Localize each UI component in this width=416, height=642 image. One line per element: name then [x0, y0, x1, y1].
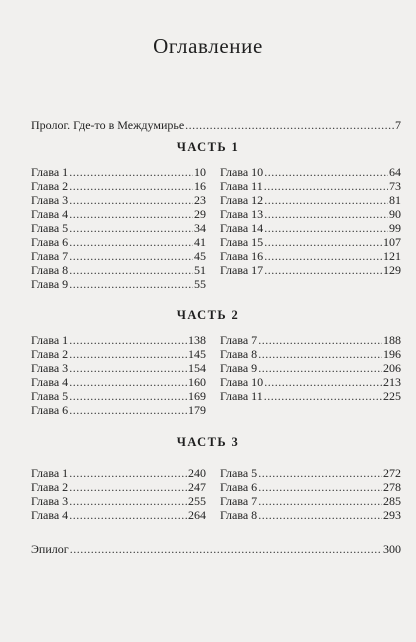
- dot-leader: [69, 494, 187, 508]
- entry-label: Глава 1: [31, 165, 69, 179]
- entry-page: 23: [194, 193, 206, 207]
- epilogue-entry: [31, 542, 401, 556]
- chapter-entry: [31, 277, 206, 291]
- entry-label: Глава 5: [220, 466, 258, 480]
- chapter-entry: [31, 179, 206, 193]
- entry-label: Глава 6: [31, 403, 69, 417]
- dot-leader: [258, 466, 382, 480]
- entry-label: Глава 2: [31, 480, 69, 494]
- entry-label: Глава 14: [220, 221, 264, 235]
- entry-label: Глава 4: [31, 375, 69, 389]
- chapter-entry: [31, 403, 206, 417]
- entry-label: Глава 9: [31, 277, 69, 291]
- entry-page: 138: [188, 333, 206, 347]
- entry-page: 10: [194, 165, 206, 179]
- entry-page: 64: [389, 165, 401, 179]
- part-1-title: ЧАСТЬ 1: [176, 140, 240, 154]
- chapter-entry: [220, 207, 401, 221]
- dot-leader: [70, 542, 382, 556]
- part-2-title: ЧАСТЬ 2: [176, 308, 240, 322]
- chapter-entry: [220, 480, 401, 494]
- dot-leader: [258, 494, 382, 508]
- entry-label: Глава 9: [220, 361, 258, 375]
- dot-leader: [258, 333, 382, 347]
- dot-leader: [69, 466, 187, 480]
- dot-leader: [264, 193, 388, 207]
- entry-label: Глава 10: [220, 375, 264, 389]
- entry-page: 29: [194, 207, 206, 221]
- chapter-entry: [31, 221, 206, 235]
- dot-leader: [258, 508, 382, 522]
- entry-label: Глава 13: [220, 207, 264, 221]
- chapter-entry: [220, 235, 401, 249]
- entry-page: 179: [188, 403, 206, 417]
- chapter-entry: [220, 508, 401, 522]
- entry-page: 55: [194, 277, 206, 291]
- part-2-left-column: [31, 333, 206, 417]
- entry-label: Глава 4: [31, 207, 69, 221]
- dot-leader: [185, 118, 394, 132]
- entry-label: Глава 6: [31, 235, 69, 249]
- dot-leader: [69, 403, 187, 417]
- entry-page: 16: [194, 179, 206, 193]
- dot-leader: [264, 179, 388, 193]
- entry-page: 272: [383, 466, 401, 480]
- entry-page: 188: [383, 333, 401, 347]
- chapter-entry: [220, 375, 401, 389]
- prologue-entry: [31, 118, 401, 132]
- dot-leader: [69, 361, 187, 375]
- dot-leader: [264, 375, 382, 389]
- entry-label: Глава 6: [220, 480, 258, 494]
- chapter-entry: [31, 375, 206, 389]
- entry-label: Глава 1: [31, 466, 69, 480]
- entry-page: 145: [188, 347, 206, 361]
- entry-label: Глава 7: [220, 333, 258, 347]
- chapter-entry: [220, 221, 401, 235]
- entry-label: Глава 8: [220, 508, 258, 522]
- chapter-entry: [220, 165, 401, 179]
- entry-page: 278: [383, 480, 401, 494]
- chapter-entry: [31, 333, 206, 347]
- chapter-entry: [220, 179, 401, 193]
- dot-leader: [69, 375, 187, 389]
- dot-leader: [258, 480, 382, 494]
- chapter-entry: [31, 508, 206, 522]
- entry-page: 51: [194, 263, 206, 277]
- dot-leader: [264, 207, 388, 221]
- chapter-entry: [31, 249, 206, 263]
- entry-page: 240: [188, 466, 206, 480]
- dot-leader: [69, 165, 193, 179]
- entry-label: Глава 3: [31, 193, 69, 207]
- part-1-right-column: [220, 165, 401, 277]
- dot-leader: [264, 263, 382, 277]
- dot-leader: [69, 480, 187, 494]
- dot-leader: [258, 347, 382, 361]
- entry-page: 121: [383, 249, 401, 263]
- entry-page: 206: [383, 361, 401, 375]
- chapter-entry: [220, 389, 401, 403]
- entry-label: Эпилог: [31, 542, 69, 556]
- chapter-entry: [31, 494, 206, 508]
- entry-page: 45: [194, 249, 206, 263]
- chapter-entry: [220, 347, 401, 361]
- entry-label: Глава 3: [31, 361, 69, 375]
- page-title: Оглавление: [153, 34, 263, 58]
- entry-label: Глава 5: [31, 389, 69, 403]
- chapter-entry: [31, 480, 206, 494]
- entry-page: 81: [389, 193, 401, 207]
- chapter-entry: [31, 207, 206, 221]
- entry-page: 213: [383, 375, 401, 389]
- entry-page: 285: [383, 494, 401, 508]
- dot-leader: [264, 235, 382, 249]
- chapter-entry: [31, 193, 206, 207]
- entry-label: Глава 11: [220, 179, 263, 193]
- chapter-entry: [220, 494, 401, 508]
- dot-leader: [264, 389, 382, 403]
- entry-page: 154: [188, 361, 206, 375]
- entry-page: 129: [383, 263, 401, 277]
- chapter-entry: [220, 263, 401, 277]
- entry-label: Глава 3: [31, 494, 69, 508]
- chapter-entry: [31, 235, 206, 249]
- entry-page: 107: [383, 235, 401, 249]
- dot-leader: [69, 263, 193, 277]
- entry-page: 293: [383, 508, 401, 522]
- dot-leader: [264, 249, 382, 263]
- dot-leader: [69, 179, 193, 193]
- entry-label: Глава 2: [31, 347, 69, 361]
- chapter-entry: [31, 263, 206, 277]
- entry-label: Глава 7: [31, 249, 69, 263]
- part-1-left-column: [31, 165, 206, 291]
- chapter-entry: [220, 333, 401, 347]
- entry-label: Глава 12: [220, 193, 264, 207]
- entry-page: 225: [383, 389, 401, 403]
- dot-leader: [258, 361, 382, 375]
- entry-label: Глава 8: [220, 347, 258, 361]
- entry-label: Глава 1: [31, 333, 69, 347]
- entry-label: Глава 8: [31, 263, 69, 277]
- entry-label: Глава 2: [31, 179, 69, 193]
- dot-leader: [69, 508, 187, 522]
- part-3-left-column: [31, 466, 206, 522]
- entry-label: Глава 16: [220, 249, 264, 263]
- entry-page: 169: [188, 389, 206, 403]
- dot-leader: [69, 249, 193, 263]
- entry-label: Глава 15: [220, 235, 264, 249]
- entry-label: Глава 17: [220, 263, 264, 277]
- entry-page: 300: [383, 542, 401, 556]
- entry-page: 90: [389, 207, 401, 221]
- entry-page: 196: [383, 347, 401, 361]
- chapter-entry: [31, 165, 206, 179]
- chapter-entry: [31, 466, 206, 480]
- entry-label: Глава 7: [220, 494, 258, 508]
- dot-leader: [69, 277, 193, 291]
- entry-page: 255: [188, 494, 206, 508]
- entry-label: Пролог. Где-то в Междумирье: [31, 118, 185, 132]
- chapter-entry: [220, 361, 401, 375]
- dot-leader: [69, 333, 187, 347]
- dot-leader: [264, 221, 388, 235]
- entry-label: Глава 10: [220, 165, 264, 179]
- entry-label: Глава 11: [220, 389, 263, 403]
- entry-label: Глава 5: [31, 221, 69, 235]
- dot-leader: [69, 221, 193, 235]
- dot-leader: [69, 193, 193, 207]
- dot-leader: [69, 389, 187, 403]
- entry-page: 99: [389, 221, 401, 235]
- chapter-entry: [31, 389, 206, 403]
- entry-page: 73: [389, 179, 401, 193]
- chapter-entry: [31, 347, 206, 361]
- dot-leader: [69, 235, 193, 249]
- entry-page: 247: [188, 480, 206, 494]
- entry-page: 7: [395, 118, 401, 132]
- dot-leader: [264, 165, 388, 179]
- dot-leader: [69, 347, 187, 361]
- chapter-entry: [220, 249, 401, 263]
- part-2-right-column: [220, 333, 401, 403]
- entry-page: 34: [194, 221, 206, 235]
- part-3-right-column: [220, 466, 401, 522]
- entry-label: Глава 4: [31, 508, 69, 522]
- part-3-title: ЧАСТЬ 3: [176, 435, 240, 449]
- entry-page: 41: [194, 235, 206, 249]
- entry-page: 160: [188, 375, 206, 389]
- chapter-entry: [31, 361, 206, 375]
- dot-leader: [69, 207, 193, 221]
- chapter-entry: [220, 193, 401, 207]
- chapter-entry: [220, 466, 401, 480]
- entry-page: 264: [188, 508, 206, 522]
